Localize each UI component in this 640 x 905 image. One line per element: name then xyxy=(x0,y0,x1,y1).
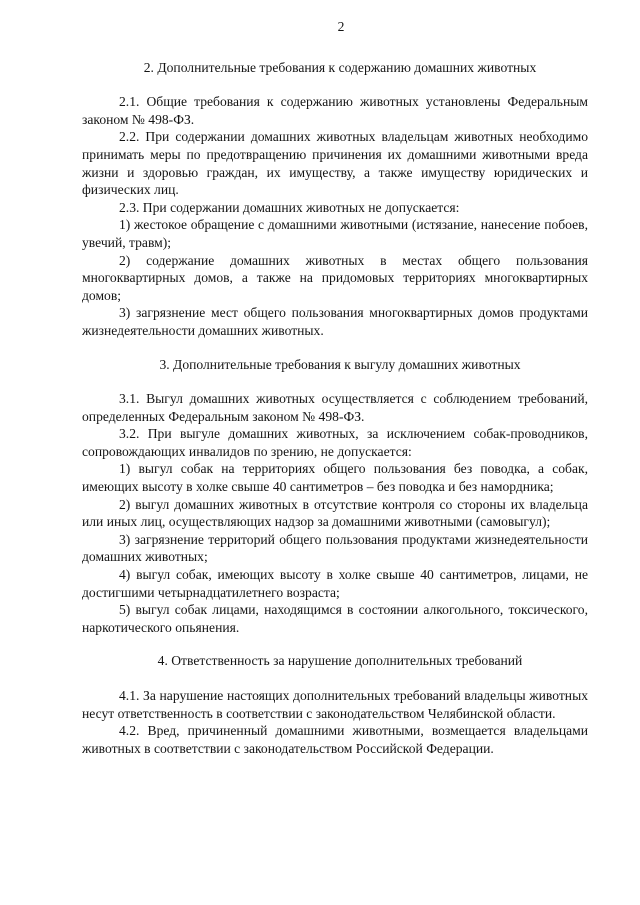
paragraph: 2.2. При содержании домашних животных владельцам животных необходимо принимать меры по предотвращению причинения их домашними животными вреда жизни и здоровью граждан, их имуществу, а также имуществу юридических и физических лиц. xyxy=(82,129,588,198)
list-item: 5) выгул собак лицами, находящимся в состоянии алкогольного, токсического, наркотического опьянения. xyxy=(82,602,588,635)
section-3 xyxy=(82,356,588,637)
paragraph: 3.2. При выгуле домашних животных, за исключением собак-проводников, сопровождающих инвалидов по зрению, не допускается: xyxy=(82,426,588,459)
list-item: 2) содержание домашних животных в местах общего пользования многоквартирных домов, а также на придомовых территориях многоквартирных домов; xyxy=(82,252,588,303)
paragraph: 3.1. Выгул домашних животных осуществляется с соблюдением требований, определенных Федеральным законом № 498-ФЗ. xyxy=(82,391,588,424)
list-item: 3) загрязнение мест общего пользования многоквартирных домов продуктами жизнедеятельности домашних животных. xyxy=(82,305,588,338)
list-item: 1) выгул собак на территориях общего пользования без поводка, а собак, имеющих высоту в холке свыше 40 сантиметров – без поводка и без намордника; xyxy=(82,461,588,495)
list-item: 3) загрязнение территорий общего пользования продуктами жизнедеятельности домашних животных; xyxy=(82,531,588,565)
section-2 xyxy=(82,59,588,340)
paragraph: 2.1. Общие требования к содержанию животных установлены Федеральным законом № 498-ФЗ. xyxy=(82,94,588,127)
paragraph: 2.3. При содержании домашних животных не допускается: xyxy=(119,199,460,215)
paragraph: 4.1. За нарушение настоящих дополнительных требований владельцы животных несут ответственность в соответствии с законодательством Челябинской области. xyxy=(82,688,588,721)
paragraph: 4.2. Вред, причиненный домашними животными, возмещается владельцами животных в соответствии с законодательством Российской Федерации. xyxy=(82,723,588,756)
section-heading: 2. Дополнительные требования к содержанию домашних животных xyxy=(143,59,537,75)
section-4 xyxy=(82,652,588,757)
section-heading: 3. Дополнительные требования к выгулу домашних животных xyxy=(159,356,521,372)
list-item: 4) выгул собак, имеющих высоту в холке свыше 40 сантиметров, лицами, не достигшими четырнадцатилетнего возраста; xyxy=(82,567,588,600)
list-item: 2) выгул домашних животных в отсутствие контроля со стороны их владельца или иных лиц, осуществляющих надзор за домашними животными (самовыгул); xyxy=(82,496,588,530)
section-heading: 4. Ответственность за нарушение дополнительных требований xyxy=(157,653,523,669)
page-number: 2 xyxy=(337,19,345,34)
list-item: 1) жестокое обращение с домашними животными (истязание, нанесение побоев, увечий, травм); xyxy=(82,217,588,250)
